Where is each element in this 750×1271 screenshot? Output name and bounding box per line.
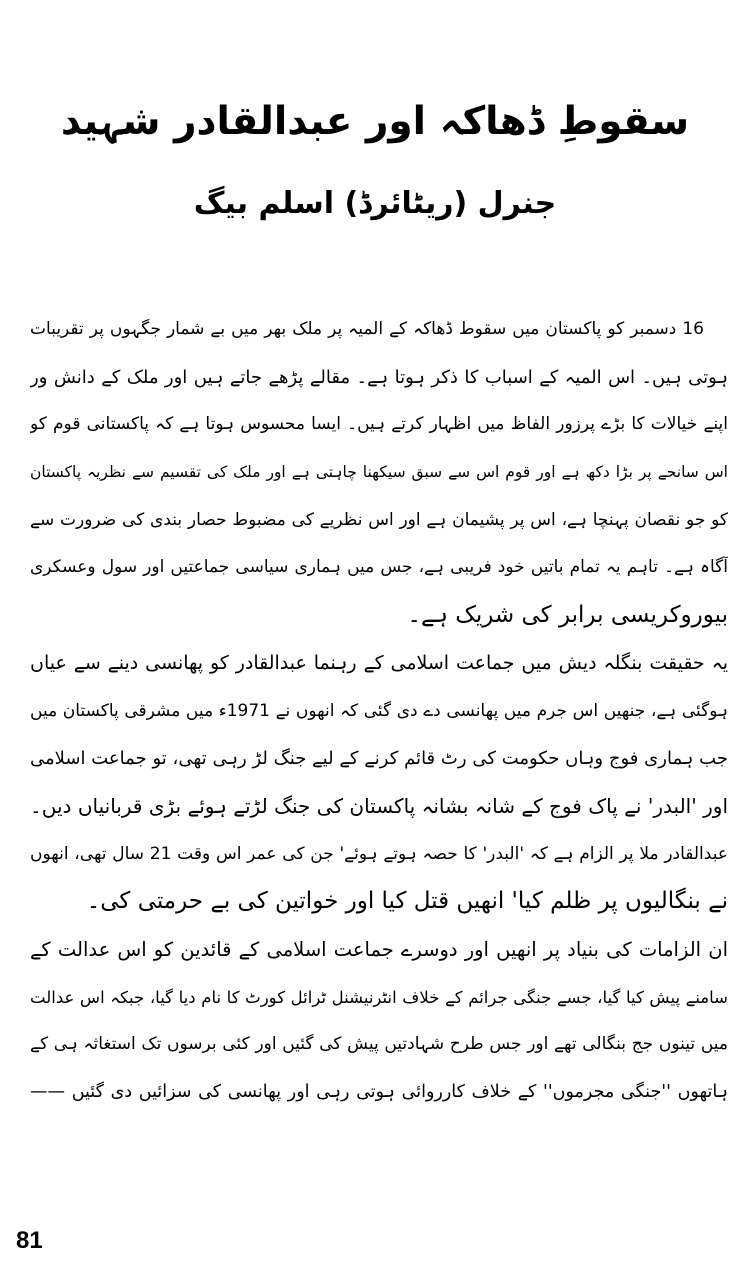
text-line: آگاہ ہے۔ تاہم یہ تمام باتیں خود فریبی ہے، جس میں ہماری سیاسی جماعتیں اور سول وعسکری (30, 557, 728, 578)
text-line: میں تینوں جج بنگالی تھے اور جس طرح شہادتیں پیش کی گئیں اور کئی برسوں تک استغاثہ ہی کے (30, 1034, 728, 1055)
text-line: کو جو نقصان پہنچا ہے، اس پر پشیمان ہے اور اس نظریے کی مضبوط حصار بندی کی ضرورت سے (30, 509, 728, 530)
article-body (30, 306, 728, 1117)
text-line: عبدالقادر ملا پر الزام ہے کہ 'البدر' کا حصہ ہوتے ہوئے' جن کی عمر اس وقت 21 سال تھی، انھوں (30, 843, 728, 864)
text-line: ہوتی ہیں۔ اس المیہ کے اسباب کا ذکر ہوتا ہے۔ مقالے پڑھے جاتے ہیں اور ملک کے دانش ور (30, 366, 728, 388)
text-line: اپنے خیالات کا بڑے پرزور الفاظ میں اظہار کرتے ہیں۔ ایسا محسوس ہوتا ہے کہ پاکستانی قوم کو (30, 414, 728, 435)
text-line: اس سانحے پر بڑا دکھ ہے اور قوم اس سے سبق سیکھنا چاہتی ہے اور ملک کی تقسیم سے نظریہ پاکستان (30, 463, 728, 482)
text-line: سامنے پیش کیا گیا، جسے جنگی جرائم کے خلاف انٹرنیشنل ٹرائل کورٹ کا نام دیا گیا، جبکہ اس عدالت (30, 987, 728, 1007)
text-line: نے بنگالیوں پر ظلم کیا' انھیں قتل کیا اور خواتین کی بے حرمتی کی۔ (86, 888, 728, 915)
article-title: سقوطِ ڈھاکہ اور عبدالقادر شہید (60, 99, 690, 144)
text-line: جب ہماری فوج وہاں حکومت کی رٹ قائم کرنے کے لیے جنگ لڑ رہی تھی، تو جماعت اسلامی (30, 748, 728, 770)
page-number: 81 (16, 1227, 43, 1254)
text-line: بیوروکریسی برابر کی شریک ہے۔ (407, 602, 728, 629)
article-author: جنرل (ریٹائرڈ) اسلم بیگ (193, 186, 557, 221)
text-line: ہوگئی ہے، جنھیں اس جرم میں پھانسی دے دی گئی کہ انھوں نے 1971ء میں مشرقی پاکستان میں (30, 700, 728, 721)
text-line: یہ حقیقت بنگلہ دیش میں جماعت اسلامی کے رہنما عبدالقادر کو پھانسی دینے سے عیاں (30, 651, 728, 674)
text-line: ہاتھوں ''جنگی مجرموں'' کے خلاف کارروائی ہوتی رہی اور پھانسی کی سزائیں دی گئیں —— (30, 1082, 728, 1102)
text-line: اور 'البدر' نے پاک فوج کے شانہ بشانہ پاکستان کی جنگ لڑتے ہوئے بڑی قربانیاں دیں۔ (30, 793, 728, 818)
text-line: 16 دسمبر کو پاکستان میں سقوط ڈھاکہ کے المیہ پر ملک بھر میں بے شمار جگہوں پر تقریبات (30, 319, 704, 339)
text-line: ان الزامات کی بنیاد پر انھیں اور دوسرے جماعت اسلامی کے قائدین کو اس عدالت کے (30, 937, 728, 961)
